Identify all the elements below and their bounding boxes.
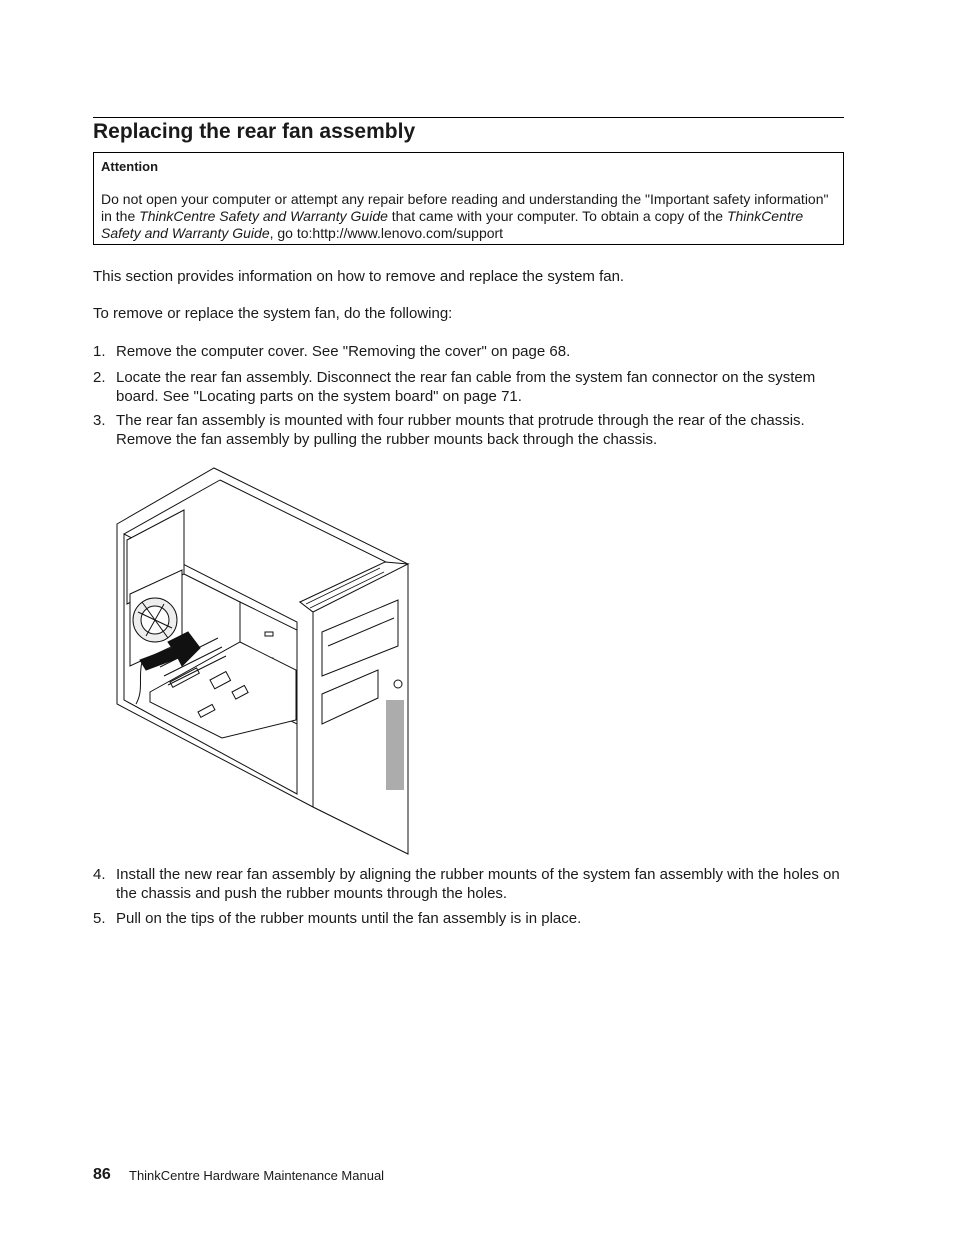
page-title: Replacing the rear fan assembly <box>93 120 416 143</box>
attention-text-part: that came with your computer. To obtain a copy of the <box>387 208 727 224</box>
manual-title: ThinkCentre Hardware Maintenance Manual <box>129 1168 385 1183</box>
attention-text <box>101 191 841 242</box>
step-number: 4. <box>93 866 106 883</box>
fan-removal-illustration <box>110 462 426 857</box>
step-number: 1. <box>93 343 106 360</box>
guide-title: ThinkCentre Safety and Warranty Guide <box>139 208 388 224</box>
page-number: 86 <box>93 1166 111 1183</box>
attention-box <box>93 152 844 245</box>
attention-text-part: Do not open your computer or attempt any repair before reading and understanding the "Important safety information" in the <box>101 191 829 224</box>
power-button <box>394 680 402 688</box>
front-vent <box>386 700 404 790</box>
step-text: The rear fan assembly is mounted with four rubber mounts that protrude through the rear of the chassis. Remove the fan assembly by pulling the rubber mounts back through the chassis. <box>116 412 805 448</box>
step-text: Install the new rear fan assembly by aligning the rubber mounts of the system fan assembly with the holes on the chassis and push the rubber mounts through the holes. <box>116 866 840 902</box>
step-text: Remove the computer cover. See "Removing the cover" on page 68. <box>116 343 571 360</box>
procedure-intro: To remove or replace the system fan, do the following: <box>93 305 453 322</box>
attention-text-part: , go to:http://www.lenovo.com/support <box>269 225 504 241</box>
intro-paragraph: This section provides information on how to remove and replace the system fan. <box>93 268 625 285</box>
step-text: Pull on the tips of the rubber mounts until the fan assembly is in place. <box>116 910 582 927</box>
step-number: 5. <box>93 910 106 927</box>
step-text: Locate the rear fan assembly. Disconnect the rear fan cable from the system fan connector on the system board. See "Locating parts on the system board" on page 71. <box>116 369 816 405</box>
step-number: 2. <box>93 369 106 386</box>
step-number: 3. <box>93 412 106 429</box>
attention-label: Attention <box>101 159 159 174</box>
guide-title: ThinkCentre Safety and Warranty Guide <box>101 208 804 241</box>
heading-rule <box>93 117 844 118</box>
